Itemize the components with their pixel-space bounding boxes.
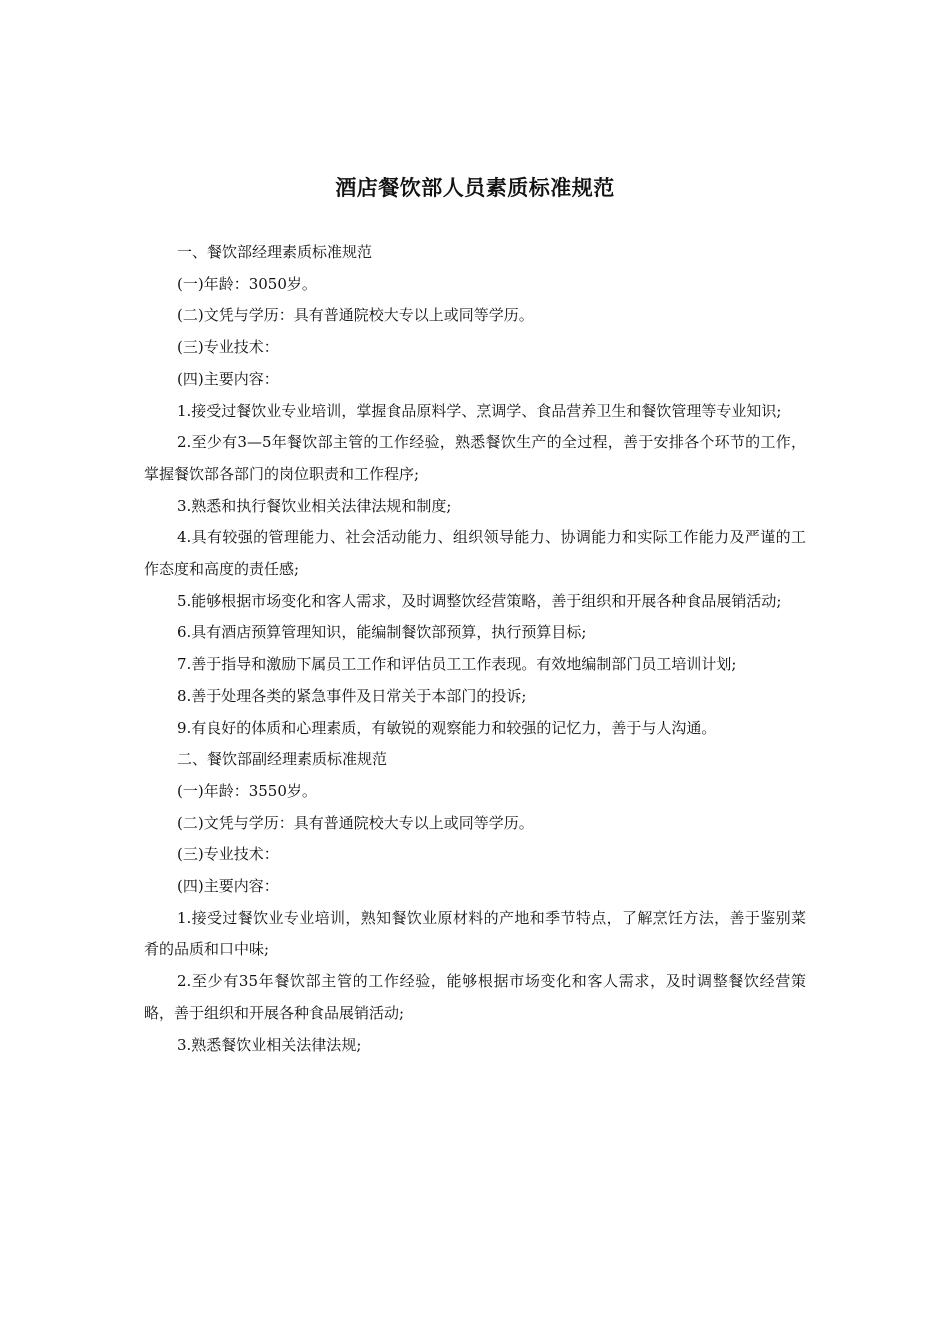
manager-education: (二)文凭与学历：具有普通院校大专以上或同等学历。 (177, 306, 534, 325)
deputy-age: (一)年龄：3550岁。 (177, 781, 317, 800)
deputy-main-content: (四)主要内容： (177, 877, 279, 896)
document-title: 酒店餐饮部人员素质标准规范 (335, 175, 615, 200)
manager-item-2: 2.至少有3—5年餐饮部主管的工作经验，熟悉餐饮生产的全过程，善于安排各个环节的工作，掌握餐饮部各部门的岗位职责和工作程序; (144, 433, 806, 483)
manager-item-7: 7.善于指导和激励下属员工工作和评估员工工作表现。有效地编制部门员工培训计划; (177, 655, 737, 674)
manager-main-content: (四)主要内容： (177, 369, 279, 388)
manager-skills: (三)专业技术： (177, 338, 279, 357)
deputy-item-1: 1.接受过餐饮业专业培训，熟知餐饮业原材料的产地和季节特点，了解烹饪方法，善于鉴别菜肴的品质和口中味; (144, 908, 806, 959)
manager-item-4: 4.具有较强的管理能力、社会活动能力、组织领导能力、协调能力和实际工作能力及严谨的工作态度和高度的责任感; (144, 528, 806, 579)
section-heading-manager: 一、餐饮部经理素质标准规范 (177, 243, 373, 261)
document-body (144, 237, 806, 1061)
deputy-skills: (三)专业技术： (177, 845, 279, 864)
manager-age: (一)年龄：3050岁。 (177, 274, 317, 293)
manager-item-3: 3.熟悉和执行餐饮业相关法律法规和制度; (177, 496, 452, 515)
manager-item-9: 9.有良好的体质和心理素质，有敏锐的观察能力和较强的记忆力，善于与人沟通。 (177, 718, 717, 737)
deputy-item-2: 2.至少有35年餐饮部主管的工作经验，能够根据市场变化和客人需求，及时调整餐饮经营策略，善于组织和开展各种食品展销活动; (144, 972, 806, 1022)
manager-item-6: 6.具有酒店预算管理知识，能编制餐饮部预算，执行预算目标; (177, 623, 587, 642)
manager-item-5: 5.能够根据市场变化和客人需求，及时调整饮经营策略，善于组织和开展各种食品展销活动; (177, 591, 782, 610)
section-heading-deputy-manager: 二、餐饮部副经理素质标准规范 (177, 750, 388, 769)
manager-item-1: 1.接受过餐饮业专业培训，掌握食品原料学、烹调学、食品营养卫生和餐饮管理等专业知识; (177, 401, 782, 420)
deputy-education: (二)文凭与学历：具有普通院校大专以上或同等学历。 (177, 813, 534, 832)
manager-item-8: 8.善于处理各类的紧急事件及日常关于本部门的投诉; (177, 686, 527, 705)
deputy-item-3: 3.熟悉餐饮业相关法律法规; (177, 1035, 362, 1054)
